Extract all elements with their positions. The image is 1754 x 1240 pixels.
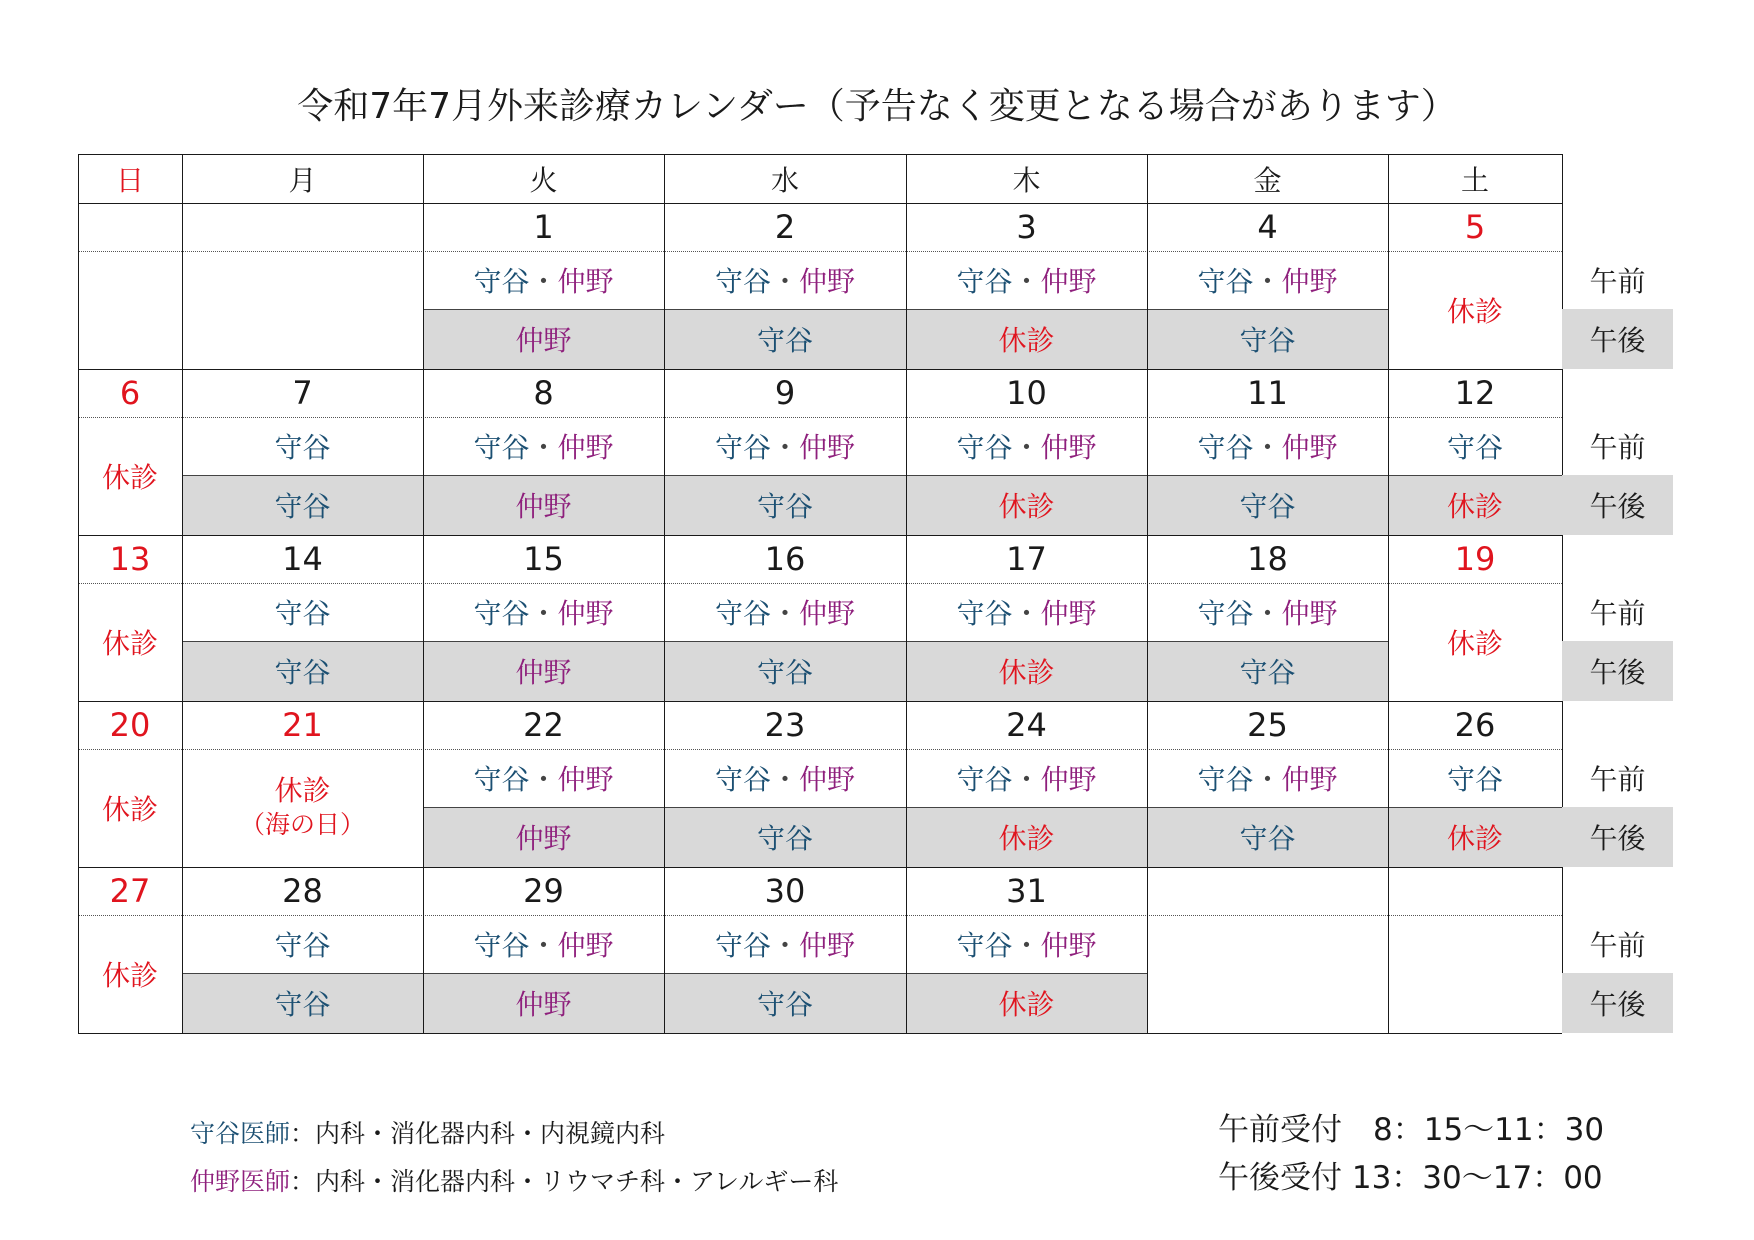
closed-day: 休診: [101, 461, 158, 494]
pm-session: [423, 641, 664, 701]
hours-row-am: [1218, 1106, 1604, 1154]
am-session: [423, 915, 664, 973]
pm-session: [1147, 309, 1388, 369]
session-status: 守谷: [756, 656, 813, 689]
closed-label: 休診: [274, 774, 331, 807]
am-session: [423, 251, 664, 309]
pm-session: [423, 309, 664, 369]
am-session: [664, 251, 906, 309]
session-divider: [182, 973, 423, 974]
separator-dot: ・: [1012, 929, 1041, 962]
am-session: [1147, 417, 1388, 475]
session-divider: [906, 475, 1147, 476]
session-status: 休診: [998, 822, 1055, 855]
am-session: [664, 915, 906, 973]
day-number: 24: [1006, 706, 1047, 744]
doctor-name: 仲野: [557, 265, 614, 298]
day-number: 19: [1454, 540, 1496, 578]
closed-day: 休診: [101, 627, 158, 660]
weekday-header: 日: [115, 163, 144, 197]
session-status: 守谷: [1239, 324, 1296, 357]
doctor-name: 守谷: [956, 763, 1013, 796]
day-number: 5: [1464, 208, 1486, 246]
am-session: [182, 583, 423, 641]
holiday-name: （海の日）: [239, 810, 365, 839]
am-session: [906, 915, 1147, 973]
am-session: [906, 583, 1147, 641]
pm-session: [423, 807, 664, 867]
day-number: 31: [1006, 872, 1047, 910]
pm-session: [906, 475, 1147, 535]
reception-hours: [1218, 1106, 1604, 1202]
session-status: 守谷: [756, 988, 813, 1021]
session-divider: [1388, 475, 1562, 476]
session-divider: [906, 641, 1147, 642]
day-number: 15: [523, 540, 564, 578]
doctor-name: 守谷: [473, 265, 530, 298]
separator-dot: ・: [529, 763, 558, 796]
weekday-header: 金: [1253, 163, 1282, 197]
session-status: 休診: [998, 324, 1055, 357]
day-number: 20: [109, 706, 151, 744]
doctor-name: 守谷: [473, 431, 530, 464]
pm-label: 午後: [1562, 973, 1673, 1033]
doctor-name: 仲野: [1040, 265, 1097, 298]
session-status: 守谷: [274, 597, 331, 630]
legend-doctor-nakano: 仲野医師: [190, 1167, 291, 1196]
am-session: [664, 749, 906, 807]
day-number: [78, 203, 182, 251]
doctor-name: 守谷: [1197, 597, 1254, 630]
am-session: [1388, 417, 1562, 475]
hours-label-pm: 午後受付: [1218, 1160, 1342, 1196]
doctor-name: 守谷: [714, 597, 771, 630]
closed-day: 休診: [1446, 295, 1503, 328]
am-label: 午前: [1589, 431, 1646, 464]
day-row-divider: [78, 583, 1562, 584]
doctor-name: 守谷: [1197, 763, 1254, 796]
separator-dot: ・: [1253, 597, 1282, 630]
am-label: 午前: [1589, 763, 1646, 796]
session-status: 守谷: [756, 324, 813, 357]
session-divider: [664, 475, 906, 476]
session-divider: [1147, 309, 1388, 310]
day-number: 23: [764, 706, 806, 744]
session-status: 守谷: [274, 656, 331, 689]
doctor-name: 守谷: [714, 929, 771, 962]
session-status: 守谷: [274, 988, 331, 1021]
doctor-name: 仲野: [1040, 431, 1097, 464]
doctor-name: 守谷: [956, 597, 1013, 630]
separator-dot: ・: [770, 597, 799, 630]
session-status: 守谷: [1446, 431, 1503, 464]
pm-session: [423, 475, 664, 535]
am-label: 午前: [1589, 929, 1646, 962]
closed-day: 休診: [101, 793, 158, 826]
doctor-name: 仲野: [799, 431, 856, 464]
session-status: 守谷: [756, 822, 813, 855]
page-title: 令和7年7月外来診療カレンダー（予告なく変更となる場合があります）: [297, 86, 1457, 127]
pm-session: [906, 973, 1147, 1033]
legend-doctor-moriya: 守谷医師: [190, 1119, 291, 1148]
day-number: 21: [282, 706, 323, 744]
day-number: 6: [119, 374, 141, 412]
separator-dot: ・: [1012, 265, 1041, 298]
day-number: 4: [1257, 208, 1278, 246]
doctor-name: 仲野: [799, 265, 856, 298]
am-session: [664, 417, 906, 475]
doctor-name: 仲野: [799, 929, 856, 962]
pm-label: 午後: [1562, 475, 1673, 535]
column-line: [423, 154, 424, 1033]
pm-session: [906, 807, 1147, 867]
doctor-name: 仲野: [1040, 929, 1097, 962]
am-session: [906, 417, 1147, 475]
doctor-name: 仲野: [557, 929, 614, 962]
separator-dot: ・: [1012, 431, 1041, 464]
session-status: 守谷: [1239, 656, 1296, 689]
am-session: [1147, 749, 1388, 807]
pm-session: [1147, 475, 1388, 535]
legend-specialties-moriya: ：内科・消化器内科・内視鏡内科: [290, 1119, 666, 1148]
legend-specialties-nakano: ：内科・消化器内科・リウマチ科・アレルギー科: [290, 1167, 839, 1196]
day-number: 7: [292, 374, 313, 412]
session-divider: [423, 475, 664, 476]
doctor-name: 守谷: [1197, 265, 1254, 298]
pm-session: [664, 807, 906, 867]
session-status: 仲野: [515, 324, 572, 357]
session-status: 守谷: [1239, 822, 1296, 855]
separator-dot: ・: [529, 431, 558, 464]
pm-session: [664, 973, 906, 1033]
weekday-header: 水: [770, 163, 799, 197]
hours-time-am: 8：15〜11：30: [1342, 1112, 1605, 1148]
session-divider: [1388, 807, 1562, 808]
pm-session: [423, 973, 664, 1033]
day-number: 17: [1006, 540, 1047, 578]
doctor-name: 仲野: [1281, 763, 1338, 796]
day-number: 29: [523, 872, 564, 910]
session-divider: [664, 309, 906, 310]
pm-session: [664, 309, 906, 369]
column-line: [664, 154, 665, 1033]
session-divider: [423, 807, 664, 808]
session-status: 休診: [998, 490, 1055, 523]
session-status: 仲野: [515, 822, 572, 855]
hours-label-am: 午前受付: [1218, 1112, 1342, 1148]
column-line: [906, 154, 907, 1033]
doctor-name: 仲野: [1040, 763, 1097, 796]
week-divider: [78, 1033, 1562, 1034]
separator-dot: ・: [770, 763, 799, 796]
grid-line: [78, 203, 1562, 204]
doctor-name: 守谷: [473, 929, 530, 962]
doctor-name: 仲野: [799, 597, 856, 630]
closed-day: 休診: [101, 959, 158, 992]
session-divider: [423, 973, 664, 974]
day-number: 3: [1016, 208, 1037, 246]
doctor-name: 守谷: [956, 431, 1013, 464]
am-session: [906, 251, 1147, 309]
doctor-legend: [190, 1110, 838, 1206]
am-session: [182, 417, 423, 475]
session-divider: [423, 309, 664, 310]
am-session: [182, 915, 423, 973]
day-number: 16: [764, 540, 806, 578]
day-number: 28: [282, 872, 323, 910]
separator-dot: ・: [1253, 763, 1282, 796]
column-line: [78, 154, 79, 1033]
day-number: 1: [533, 208, 554, 246]
session-status: 休診: [998, 656, 1055, 689]
session-status: 守谷: [1239, 490, 1296, 523]
session-divider: [182, 641, 423, 642]
doctor-name: 守谷: [956, 929, 1013, 962]
am-session: [1388, 749, 1562, 807]
day-number: 10: [1006, 374, 1047, 412]
session-divider: [664, 641, 906, 642]
pm-label: 午後: [1562, 641, 1673, 701]
session-divider: [906, 309, 1147, 310]
session-divider: [906, 973, 1147, 974]
session-status: 仲野: [515, 988, 572, 1021]
am-label: 午前: [1589, 597, 1646, 630]
doctor-name: 仲野: [1281, 597, 1338, 630]
session-divider: [1147, 641, 1388, 642]
doctor-name: 守谷: [1197, 431, 1254, 464]
session-divider: [182, 475, 423, 476]
separator-dot: ・: [1253, 265, 1282, 298]
doctor-name: 仲野: [1040, 597, 1097, 630]
doctor-name: 守谷: [956, 265, 1013, 298]
session-status: 仲野: [515, 490, 572, 523]
session-status: 休診: [1446, 822, 1503, 855]
day-number: [1388, 867, 1562, 915]
am-label: 午前: [1589, 265, 1646, 298]
session-status: 守谷: [274, 929, 331, 962]
pm-session: [1388, 807, 1562, 867]
pm-session: [906, 641, 1147, 701]
pm-label: 午後: [1562, 807, 1673, 867]
separator-dot: ・: [770, 265, 799, 298]
pm-session: [182, 973, 423, 1033]
day-number: 26: [1454, 706, 1496, 744]
separator-dot: ・: [1012, 597, 1041, 630]
doctor-name: 守谷: [473, 763, 530, 796]
column-line: [1147, 154, 1148, 1033]
session-status: 守谷: [756, 490, 813, 523]
day-row-divider: [78, 915, 1562, 916]
day-number: 30: [764, 872, 806, 910]
separator-dot: ・: [770, 431, 799, 464]
session-divider: [1147, 475, 1388, 476]
hours-time-pm: 13：30〜17：00: [1342, 1160, 1603, 1196]
doctor-name: 仲野: [799, 763, 856, 796]
day-number: 12: [1454, 374, 1496, 412]
am-session: [423, 417, 664, 475]
session-status: 仲野: [515, 656, 572, 689]
day-number: 8: [533, 374, 554, 412]
doctor-name: 仲野: [557, 431, 614, 464]
pm-session: [664, 641, 906, 701]
session-status: 休診: [1446, 490, 1503, 523]
separator-dot: ・: [770, 929, 799, 962]
am-session: [1147, 583, 1388, 641]
pm-label: 午後: [1562, 309, 1673, 369]
separator-dot: ・: [1253, 431, 1282, 464]
doctor-name: 守谷: [714, 763, 771, 796]
session-divider: [906, 807, 1147, 808]
day-number: [182, 203, 423, 251]
closed-day: [182, 749, 423, 867]
am-session: [1147, 251, 1388, 309]
separator-dot: ・: [529, 265, 558, 298]
weekday-header: 土: [1460, 163, 1489, 197]
session-status: 休診: [998, 988, 1055, 1021]
separator-dot: ・: [1012, 763, 1041, 796]
doctor-name: 仲野: [557, 597, 614, 630]
session-divider: [1147, 807, 1388, 808]
am-session: [423, 749, 664, 807]
am-session: [906, 749, 1147, 807]
day-number: 9: [774, 374, 796, 412]
day-row-divider: [78, 417, 1562, 418]
grid-line: [78, 154, 1562, 155]
weekday-header: 月: [288, 163, 317, 197]
day-number: 2: [774, 208, 796, 246]
legend-row-nakano: [190, 1158, 838, 1206]
day-number: 13: [109, 540, 151, 578]
doctor-name: 仲野: [1281, 431, 1338, 464]
day-number: 11: [1247, 374, 1288, 412]
pm-session: [664, 475, 906, 535]
separator-dot: ・: [529, 597, 558, 630]
pm-session: [1147, 641, 1388, 701]
weekday-header: 木: [1012, 163, 1041, 197]
pm-session: [182, 641, 423, 701]
day-row-divider: [78, 251, 1562, 252]
closed-day: 休診: [1446, 627, 1503, 660]
column-line: [1388, 154, 1389, 1033]
day-row-divider: [78, 749, 1562, 750]
doctor-name: 仲野: [557, 763, 614, 796]
doctor-name: 守谷: [714, 431, 771, 464]
column-line: [182, 154, 183, 1033]
pm-session: [1388, 475, 1562, 535]
session-divider: [664, 807, 906, 808]
day-number: 25: [1247, 706, 1288, 744]
day-number: 22: [523, 706, 564, 744]
doctor-name: 仲野: [1281, 265, 1338, 298]
day-number: 18: [1247, 540, 1288, 578]
session-status: 守谷: [274, 490, 331, 523]
pm-session: [1147, 807, 1388, 867]
hours-row-pm: [1218, 1154, 1604, 1202]
session-status: 守谷: [1446, 763, 1503, 796]
legend-row-moriya: [190, 1110, 838, 1158]
session-divider: [664, 973, 906, 974]
am-session: [664, 583, 906, 641]
am-session: [423, 583, 664, 641]
session-status: 守谷: [274, 431, 331, 464]
weekday-header: 火: [529, 163, 558, 197]
pm-session: [906, 309, 1147, 369]
doctor-name: 守谷: [473, 597, 530, 630]
day-number: 27: [109, 872, 151, 910]
pm-session: [182, 475, 423, 535]
doctor-name: 守谷: [714, 265, 771, 298]
separator-dot: ・: [529, 929, 558, 962]
day-number: 14: [282, 540, 323, 578]
day-number: [1147, 867, 1388, 915]
session-divider: [423, 641, 664, 642]
